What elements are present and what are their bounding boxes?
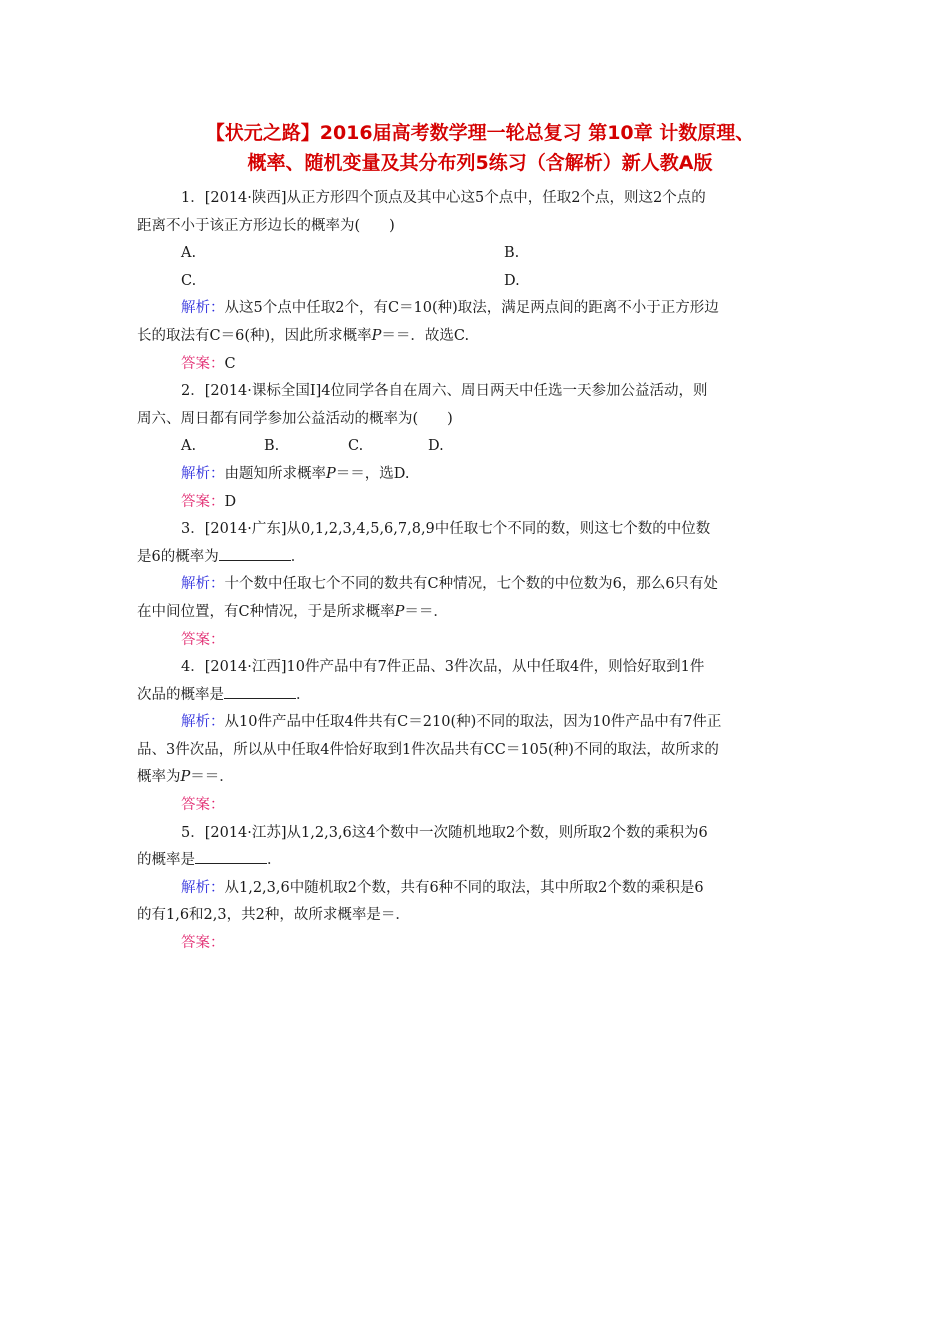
q2-solution-text-1b: ＝＝，选D.	[335, 465, 410, 482]
q1-option-c: C.	[181, 272, 197, 289]
document-title-line-2: 概率、随机变量及其分布列5练习（含解析）新人教A版	[247, 152, 713, 174]
q5-solution-line-1	[137, 875, 817, 903]
q4-solution-text-1: 从10件产品中任取4件共有C＝210(种)不同的取法，因为10件产品中有7件正	[224, 714, 722, 731]
q2-stem-line-1: 2．[2014·课标全国Ⅰ]4位同学各自在周六、周日两天中任选一天参加公益活动，则	[181, 383, 708, 400]
q1-stem-line-1: 1．[2014·陕西]从正方形四个顶点及其中心这5个点中，任取2个点，则这2个点的	[181, 190, 706, 206]
analysis-label: 解析：	[181, 879, 225, 896]
analysis-label: 解析：	[181, 576, 225, 593]
q2-options-row	[137, 433, 817, 461]
q1-answer: C	[224, 355, 236, 372]
analysis-label: 解析：	[181, 714, 225, 731]
answer-label: 答案：	[181, 493, 225, 510]
q5-stem-text-2b: ．	[267, 852, 282, 869]
q3-stem-line-1: 3．[2014·广东]从0,1,2,3,4,5,6,7,8,9中任取七个不同的数，则这七个数的中位数	[181, 521, 711, 538]
q1-option-a: A.	[181, 245, 197, 262]
answer-blank	[219, 546, 291, 561]
q3-answer-line	[137, 627, 817, 655]
q2-option-c: C.	[348, 438, 364, 455]
q1-solution-text-2a: 长的取法有C＝6(种)，因此所求概率	[137, 327, 372, 344]
q3-solution-text-2a: 在中间位置，有C种情况，于是所求概率	[137, 603, 395, 620]
q4-solution-line-1	[137, 709, 817, 737]
q4-solution-line-2: 品、3件次品，所以从中任取4件恰好取到1件次品共有CC＝105(种)不同的取法，故所求的	[137, 741, 719, 758]
q4-stem-text-2b: ．	[296, 686, 311, 703]
q2-solution-text-1a: 由题知所求概率	[224, 465, 326, 482]
q3-solution-text-2b: ＝＝．	[404, 603, 448, 620]
q3-stem-text-2a: 是6的概率为	[137, 548, 219, 565]
q3-solution-text-1: 十个数中任取七个不同的数共有C种情况，七个数的中位数为6，那么6只有处	[224, 576, 719, 593]
q1-option-b: B.	[504, 245, 520, 262]
q2-stem-line-2: 周六、周日都有同学参加公益活动的概率为( )	[137, 410, 453, 427]
q5-stem-text-2a: 的概率是	[137, 852, 195, 869]
document-title-line-1: 【状元之路】2016届高考数学理一轮总复习 第10章 计数原理、	[205, 122, 755, 144]
q1-option-d: D.	[504, 272, 520, 289]
q1-solution-line-1	[137, 295, 817, 323]
q1-answer-line	[137, 351, 817, 379]
analysis-label: 解析：	[181, 300, 225, 317]
probability-symbol: P	[371, 327, 382, 344]
q4-stem-line-1: 4．[2014·江西]10件产品中有7件正品、3件次品，从中任取4件，则恰好取到1件	[181, 659, 705, 676]
q3-stem-line-2	[137, 544, 817, 572]
q1-solution-text-2b: ＝＝．故选C.	[381, 327, 470, 344]
q2-solution-line-1	[137, 461, 817, 489]
q5-answer-line	[137, 930, 817, 958]
probability-symbol: P	[326, 465, 336, 482]
q5-stem-line-1: 5．[2014·江苏]从1,2,3,6这4个数中一次随机地取2个数，则所取2个数的乘积为6	[181, 824, 708, 841]
answer-label: 答案：	[181, 355, 225, 372]
answer-blank	[224, 684, 296, 699]
answer-label: 答案：	[181, 935, 225, 952]
probability-symbol: P	[180, 769, 191, 786]
analysis-label: 解析：	[181, 465, 225, 482]
q5-solution-text-1: 从1,2,3,6中随机取2个数，共有6种不同的取法，其中所取2个数的乘积是6	[224, 879, 704, 896]
document-content	[137, 185, 817, 958]
q2-option-b: B.	[264, 438, 280, 455]
q1-solution-line-2	[137, 323, 817, 351]
q4-solution-line-3	[137, 764, 817, 792]
q4-stem-text-2a: 次品的概率是	[137, 686, 224, 703]
q2-option-d: D.	[428, 438, 444, 455]
q1-stem-line-2: 距离不小于该正方形边长的概率为( )	[137, 217, 395, 234]
probability-symbol: P	[394, 603, 405, 620]
q3-stem-text-2b: ．	[290, 548, 306, 565]
q4-answer-line	[137, 792, 817, 820]
answer-label: 答案：	[181, 797, 225, 814]
answer-blank	[195, 849, 267, 864]
q2-option-a: A.	[181, 438, 197, 455]
q4-solution-text-3a: 概率为	[137, 769, 181, 786]
q5-stem-line-2	[137, 847, 817, 875]
q2-answer-line	[137, 489, 817, 517]
q1-solution-text-1: 从这5个点中任取2个，有C＝10(种)取法，满足两点间的距离不小于正方形边	[224, 300, 719, 317]
answer-label: 答案：	[181, 631, 225, 648]
q1-options-row-1	[137, 240, 817, 268]
q3-solution-line-1	[137, 571, 817, 599]
q4-stem-line-2	[137, 682, 817, 710]
q4-solution-text-3b: ＝＝．	[190, 769, 234, 786]
q3-solution-line-2	[137, 599, 817, 627]
q2-answer: D	[224, 493, 237, 510]
q5-solution-line-2: 的有1,6和2,3，共2种，故所求概率是＝．	[137, 907, 410, 924]
q1-options-row-2	[137, 268, 817, 296]
